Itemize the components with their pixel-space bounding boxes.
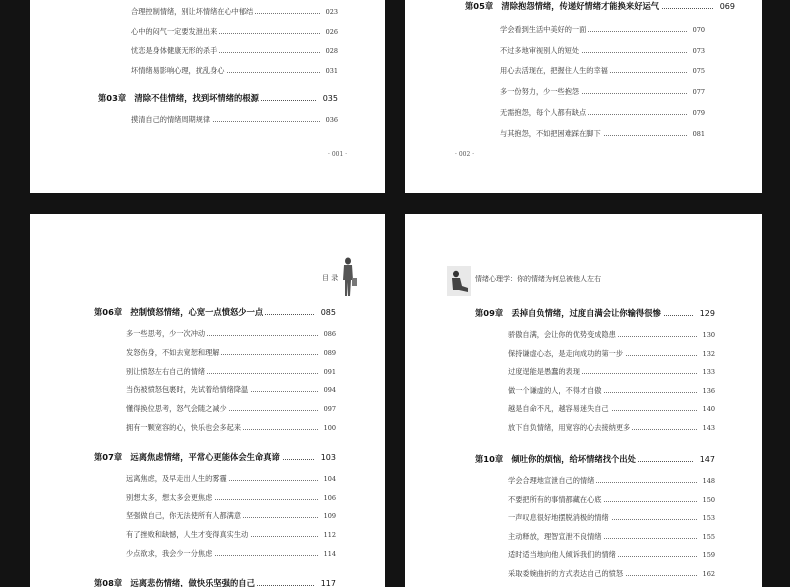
toc-entry	[508, 386, 715, 396]
toc-entry	[500, 25, 705, 35]
entry-title: 别想太多，想太多会更焦虑	[126, 492, 213, 502]
entry-title: 与其抱怨，不如把困难踩在脚下	[500, 128, 601, 138]
toc-entry	[500, 87, 705, 97]
toc-entry	[508, 513, 715, 523]
chapter-page-number: 103	[320, 452, 336, 462]
toc-entry	[126, 549, 336, 559]
entry-page-number: 070	[692, 26, 705, 34]
entry-title: 适时适当地向他人倾诉我们的情绪	[508, 550, 616, 559]
toc-entry	[508, 550, 715, 560]
entry-page-number: 109	[323, 512, 336, 521]
toc-entry	[508, 349, 715, 359]
chapter-heading	[98, 93, 338, 104]
book-page-002	[405, 0, 762, 193]
entry-title: 坚强做自己，你无法使所有人都满意	[126, 511, 242, 521]
entry-title: 发怒伤身，不如去宽恕和理解	[126, 347, 220, 357]
entry-title: 过度逞能是愚蠢的表现	[508, 367, 580, 376]
entry-page-number: 097	[323, 405, 336, 414]
entry-title: 忧恋是身体健康无形的杀手	[131, 46, 218, 55]
entry-title: 摸清自己的情绪周期规律	[131, 115, 211, 124]
chapter-page-number: 035	[322, 94, 338, 103]
chapter-page-number: 117	[320, 578, 336, 587]
entry-page-number: 114	[323, 550, 336, 558]
toc-entry	[508, 404, 715, 414]
toc-entry	[131, 66, 338, 76]
toc-entry	[126, 348, 336, 358]
toc-entry	[131, 46, 338, 56]
entry-title: 保持谦虚心态，是走向成功的第一步	[508, 348, 624, 358]
toc-entry	[500, 108, 705, 118]
entry-title: 当伤被愤怒包裹时，先试着给情绪降温	[126, 385, 249, 395]
toc-entry	[508, 367, 715, 377]
chapter-heading	[94, 452, 336, 463]
toc-entry	[500, 129, 705, 139]
entry-page-number: 036	[325, 116, 338, 124]
chapter-title: 第08章 远离悲伤情绪，做快乐坚强的自己	[94, 577, 255, 587]
entry-page-number: 089	[323, 348, 336, 357]
entry-title: 用心去活现在，把握住人生的幸福	[500, 66, 608, 76]
toc-entry	[131, 115, 338, 125]
entry-title: 少点欲求，我会少一分焦虑	[126, 549, 213, 558]
chapter-title: 第07章 远离焦虑情绪，平常心更能体会生命真谛	[94, 451, 280, 462]
toc-entry	[126, 367, 336, 377]
entry-title: 无需抱怨，每个人都有缺点	[500, 107, 587, 117]
toc-entry	[126, 329, 336, 339]
book-page-toc-continued	[405, 214, 762, 587]
chapter-page-number: 129	[699, 309, 715, 318]
entry-title: 心中的闷气一定要发泄出来	[131, 26, 218, 36]
toc-entry	[126, 511, 336, 521]
page-number: · 001 ·	[328, 151, 348, 158]
entry-title: 不要把所有的事情都藏在心底	[508, 494, 602, 504]
chapter-title: 第03章 清除不佳情绪，找到坏情绪的根源	[98, 93, 259, 103]
toc-entry	[508, 532, 715, 542]
entry-title: 学会合理地宣泄自己的情绪	[508, 476, 595, 485]
toc-entry	[126, 530, 336, 540]
walking-man-illustration	[337, 256, 359, 298]
chapter-title: 第05章 清除抱怨情绪，传递好情绪才能换来好运气	[465, 1, 660, 11]
chapter-page-number: 085	[320, 308, 336, 317]
entry-page-number: 086	[323, 330, 336, 338]
toc-entry	[131, 27, 338, 37]
entry-title: 放下自负情绪，用宽容的心去接纳更多	[508, 422, 631, 432]
entry-page-number: 081	[692, 129, 705, 138]
entry-title: 合理控制情绪，别让坏情绪在心中郁结	[131, 7, 254, 16]
book-page-toc	[30, 214, 385, 587]
entry-title: 多一份努力，少一些抱怨	[500, 87, 580, 97]
entry-page-number: 106	[323, 493, 336, 502]
entry-page-number: 155	[702, 532, 715, 541]
toc-entry	[508, 495, 715, 505]
entry-page-number: 153	[702, 514, 715, 522]
toc-entry	[508, 476, 715, 486]
toc-entry	[500, 46, 705, 56]
entry-page-number: 031	[325, 66, 338, 75]
entry-title: 远离焦虑，及早走出人生的雾霾	[126, 473, 227, 483]
entry-page-number: 077	[692, 88, 705, 97]
book-page-001	[30, 0, 385, 193]
entry-page-number: 143	[702, 423, 715, 432]
entry-title: 多一些思考，少一次冲动	[126, 329, 206, 338]
chapter-title: 第09章 丢掉自负情绪，过度自满会让你输得很惨	[475, 308, 661, 318]
entry-title: 不过多地审视别人的短处	[500, 45, 580, 55]
entry-title: 骄傲自满，会让你的优势变成隐患	[508, 330, 616, 339]
entry-title: 越是自命不凡，越容易迷失自己	[508, 404, 609, 413]
chapter-title: 第06章 控制愤怒情绪，心宽一点愤怒少一点	[94, 307, 264, 317]
entry-page-number: 073	[692, 46, 705, 55]
entry-page-number: 140	[702, 405, 715, 413]
chapter-heading	[475, 454, 715, 465]
entry-page-number: 104	[323, 474, 336, 483]
toc-entry	[126, 404, 336, 414]
entry-page-number: 159	[702, 551, 715, 559]
entry-title: 拥有一颗宽容的心，快乐也会多起来	[126, 423, 242, 432]
entry-page-number: 026	[325, 27, 338, 36]
entry-page-number: 091	[323, 367, 336, 376]
toc-entry	[508, 330, 715, 340]
toc-entry	[126, 423, 336, 433]
entry-page-number: 079	[692, 108, 705, 117]
entry-page-number: 130	[702, 331, 715, 339]
running-header: 情绪心理学：你的情绪为何总被他人左右	[475, 275, 601, 283]
entry-page-number: 132	[702, 349, 715, 358]
sitting-man-illustration	[447, 266, 471, 296]
entry-title: 坏情绪易影响心理，扰乱身心	[131, 65, 225, 75]
entry-page-number: 162	[702, 569, 715, 578]
toc-entry	[508, 423, 715, 433]
entry-title: 懂得换位思考，怒气会随之减少	[126, 404, 227, 414]
toc-entry	[126, 493, 336, 503]
entry-title: 别让愤怒左右自己的情绪	[126, 366, 206, 376]
toc-entry	[500, 66, 705, 76]
chapter-heading	[94, 307, 336, 318]
entry-page-number: 150	[702, 495, 715, 504]
toc-label: 目 录	[322, 274, 339, 282]
entry-page-number: 100	[323, 424, 336, 432]
entry-page-number: 112	[323, 531, 336, 540]
chapter-heading	[94, 578, 336, 587]
chapter-page-number: 147	[699, 455, 715, 464]
entry-title: 一声叹息很好地摆脱消极的情绪	[508, 513, 609, 522]
entry-title: 主动释放，理智宣泄不良情绪	[508, 531, 602, 541]
entry-page-number: 148	[702, 477, 715, 485]
chapter-page-number: 069	[719, 2, 735, 11]
entry-page-number: 133	[702, 368, 715, 376]
entry-page-number: 094	[323, 386, 336, 395]
entry-page-number: 136	[702, 386, 715, 395]
entry-page-number: 023	[325, 8, 338, 16]
entry-title: 采取委婉曲折的方式表达自己的愤怒	[508, 568, 624, 578]
entry-page-number: 028	[325, 47, 338, 55]
page-number: · 002 ·	[455, 151, 475, 158]
chapter-heading	[475, 308, 715, 319]
chapter-heading	[465, 1, 735, 12]
entry-title: 学会看到生活中美好的一面	[500, 25, 587, 34]
toc-entry	[126, 474, 336, 484]
entry-title: 有了挫败和缺憾，人生才变得真实生动	[126, 530, 249, 540]
toc-entry	[131, 7, 338, 17]
toc-entry	[508, 569, 715, 579]
entry-title: 做一个谦虚的人，不得才自傲	[508, 385, 602, 395]
entry-page-number: 075	[692, 67, 705, 76]
chapter-title: 第10章 倾吐你的烦恼，给坏情绪找个出处	[475, 454, 636, 464]
toc-entry	[126, 385, 336, 395]
